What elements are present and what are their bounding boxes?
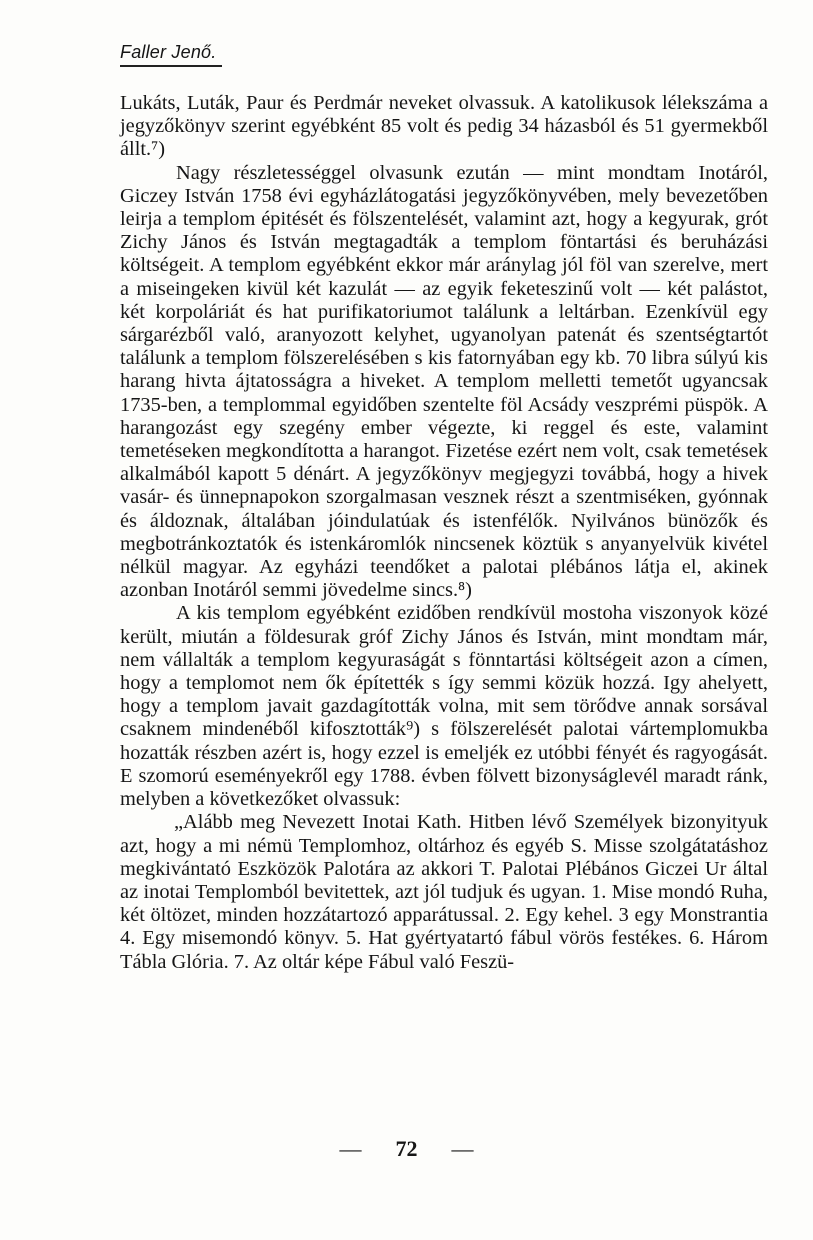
page-number-dash-right: — xyxy=(451,1136,474,1161)
paragraph-quote: „Alább meg Nevezett Inotai Kath. Hitben lévő Személyek bizonyityuk azt, hogy a mi némü Templomhoz, oltárhoz és egyéb S. Misse szolgátatáshoz megkivántató Eszközök Palotára az akkori T. Palotai Plébános Giczei Ur által az inotai Templomból bevitettek, azt jól tudjuk és ugyan. 1. Mise mondó Ruha, két öltözet, minden hozzátartozó apparátussal. 2. Egy kehel. 3 egy Monstrantia 4. Egy misemondó könyv. 5. Hat gyértyatartó fábul vörös festékes. 6. Három Tábla Glória. 7. Az oltár képe Fábul való Feszü- xyxy=(120,811,768,973)
paragraph-1: Lukáts, Luták, Paur és Perdmár neveket olvassuk. A katolikusok lélekszáma a jegyzőkönyv szerint egyébként 85 volt és pedig 34 házasból és 51 gyermekből állt.⁷) xyxy=(120,92,768,161)
paragraph-3: A kis templom egyébként ezidőben rendkívül mostoha viszonyok közé került, miután a földesurak gróf Zichy János és István, mint mondtam már, nem vállalták a templom kegyuraságát s fönntartási költségeit azon a címen, hogy a templomot nem ők építették s így semmi közük hozzá. Igy ahelyett, hogy a templom javait gazdagították volna, mit sem törődve annak sorsával csaknem mindenéből kifosztották⁹) s fölszerelését palotai vártemplomukba hozatták részben azért is, hogy ezzel is emeljék ez utóbbi fényét és ragyogását. E szomorú eseményekről egy 1788. évben fölvett bizonyságlevél maradt ránk, melyben a következőket olvassuk: xyxy=(120,602,768,811)
page-number: 72 xyxy=(395,1136,418,1161)
running-header-author: Faller Jenő. xyxy=(120,42,222,67)
page-number-dash-left: — xyxy=(339,1136,362,1161)
paragraph-2: Nagy részletességgel olvasunk ezután — mint mondtam Inotáról, Giczey István 1758 évi egyházlátogatási jegyzőkönyvében, mely bevezetőben leirja a templom épitését és fölszentelését, valamint azt, hogy a kegyurak, grót Zichy János és István megtagadták a templom föntartási és beruházási költségeit. A templom egyébként ekkor már aránylag jól föl van szerelve, mert a miseingeken kivül két kazulát — az egyik feketeszinű volt — két palástot, két korpoláriát és hat purifikatoriumot találunk a leltárban. Ezenkívül egy sárgarézből való, aranyozott kelyhet, ugyanolyan patenát és szentségtartót találunk a templom fölszerelésében s kis fatornyában egy kb. 70 libra súlyú kis harang hivta ájtatosságra a hiveket. A templom melletti temetőt ugyancsak 1735-ben, a templommal egyidőben szentelte föl Acsády veszprémi püspök. A harangozást egy szegény ember végezte, ki reggel és este, valamint temetéseken megkondította a harangot. Fizetése ezért nem volt, csak temetések alkalmából kapott 5 dénárt. A jegyzőkönyv megjegyzi továbbá, hogy a hivek vasár- és ünnepnapokon szorgalmasan vesznek részt a szentmiséken, gyónnak és áldoznak, általában jóindulatúak és istenfélők. Nyilvános bünözők és megbotránkoztatók és istenkáromlók nincsenek köztük s anyanyelvük kivétel nélkül magyar. Az egyházi teendőket a palotai plébános látja el, akinek azonban Inotáról semmi jövedelme sincs.⁸) xyxy=(120,161,768,602)
body-text xyxy=(120,92,768,974)
page-footer xyxy=(0,1136,813,1162)
